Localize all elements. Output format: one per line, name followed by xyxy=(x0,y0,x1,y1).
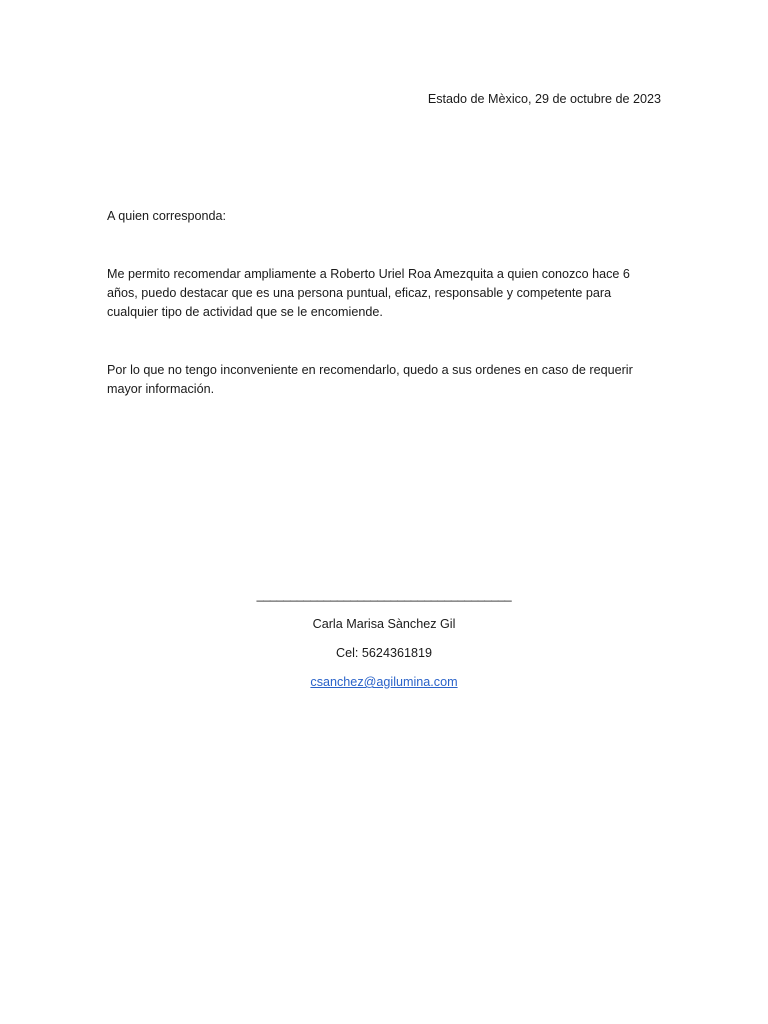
signer-email-link[interactable]: csanchez@agilumina.com xyxy=(310,675,458,689)
salutation: A quien corresponda: xyxy=(107,209,227,223)
place-date: Estado de Mèxico, 29 de octubre de 2023 xyxy=(427,92,661,106)
signer-phone: Cel: 5624361819 xyxy=(336,646,432,660)
recommendation-paragraph: Me permito recomendar ampliamente a Roberto Uriel Roa Amezquita a quien conozco hace 6 años, puedo destacar que es una persona puntual, eficaz, responsable y competente para cualquier tipo de actividad que se le encomiende. xyxy=(107,267,630,319)
signature-block xyxy=(0,586,768,692)
signature-line: ______________________________________ xyxy=(256,588,512,602)
signer-name: Carla Marisa Sànchez Gil xyxy=(312,617,456,631)
closing-paragraph: Por lo que no tengo inconveniente en recomendarlo, quedo a sus ordenes en caso de requerir mayor información. xyxy=(107,363,633,396)
